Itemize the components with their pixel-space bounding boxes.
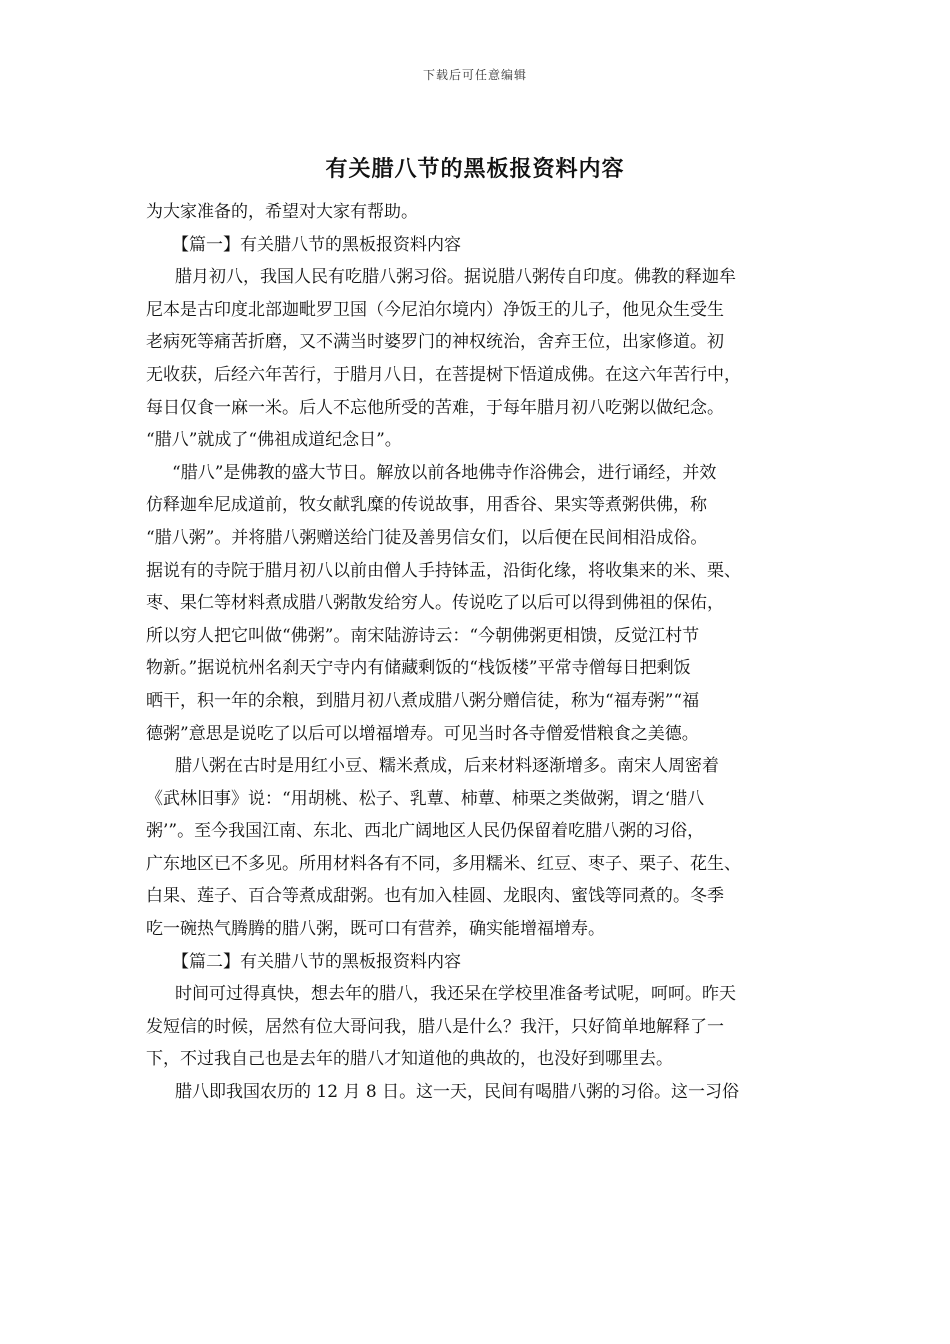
page-header: 下载后可任意编辑: [422, 68, 527, 82]
text-line: 《武林旧事》说：“用胡桃、松子、乳蕈、柿蕈、柿栗之类做粥，谓之‘腊八: [146, 788, 705, 809]
text-line: 所以穷人把它叫做“佛粥”。南宋陆游诗云：“今朝佛粥更相馈，反觉江村节: [146, 625, 700, 646]
text-line: 物新。”据说杭州名刹天宁寺内有储藏剩饭的“栈饭楼”平常寺僧每日把剩饭: [146, 658, 691, 679]
text-line: 粥’”。至今我国江南、东北、西北广阔地区人民仍保留着吃腊八粥的习俗，: [146, 821, 705, 842]
text-line: 发短信的时候，居然有位大哥问我，腊八是什么？我汗，只好简单地解释了一: [146, 1016, 724, 1037]
text-line: 吃一碗热气腾腾的腊八粥，既可口有营养，确实能增福增寿。: [146, 919, 605, 940]
text-line: 腊月初八，我国人民有吃腊八粥习俗。据说腊八粥传自印度。佛教的释迦牟: [175, 267, 736, 288]
text-line: “腊八”是佛教的盛大节日。解放以前各地佛寺作浴佛会，进行诵经，并效: [172, 462, 717, 483]
text-line: “腊八粥”。并将腊八粥赠送给门徒及善男信女们，以后便在民间相沿成俗。: [146, 527, 708, 548]
text-line: 仿释迦牟尼成道前，牧女献乳糜的传说故事，用香谷、果实等煮粥供佛，称: [146, 495, 707, 516]
text-line: “腊八”就成了“佛祖成道纪念日”。: [146, 430, 402, 451]
text-line: 每日仅食一麻一米。后人不忘他所受的苦难，于每年腊月初八吃粥以做纪念。: [146, 397, 724, 418]
text-line: 据说有的寺院于腊月初八以前由僧人手持钵盂，沿街化缘，将收集来的米、栗、: [146, 560, 741, 581]
section-heading: 【篇二】有关腊八节的黑板报资料内容: [172, 951, 461, 972]
text-line: 腊八粥在古时是用红小豆、糯米煮成，后来材料逐渐增多。南宋人周密着: [175, 756, 719, 777]
text-line: 下，不过我自己也是去年的腊八才知道他的典故的，也没好到哪里去。: [146, 1049, 673, 1070]
section-heading: 【篇一】有关腊八节的黑板报资料内容: [172, 234, 461, 255]
text-line: 时间可过得真快，想去年的腊八，我还呆在学校里准备考试呢，呵呵。昨天: [175, 984, 736, 1005]
document-title: 有关腊八节的黑板报资料内容: [325, 157, 625, 182]
text-line: 无收获，后经六年苦行，于腊月八日，在菩提树下悟道成佛。在这六年苦行中，: [146, 364, 741, 385]
text-line: 老病死等痛苦折磨，又不满当时婆罗门的神权统治，舍弃王位，出家修道。初: [146, 332, 724, 353]
text-line: 腊八即我国农历的 12 月 8 日。这一天，民间有喝腊八粥的习俗。这一习俗: [175, 1082, 740, 1103]
text-line: 为大家准备的，希望对大家有帮助。: [146, 202, 418, 222]
text-line: 德粥”意思是说吃了以后可以增福增寿。可见当时各寺僧爱惜粮食之美德。: [146, 723, 699, 744]
text-line: 尼本是古印度北部迦毗罗卫国（今尼泊尔境内）净饭王的儿子，他见众生受生: [146, 299, 724, 320]
document-body: [146, 196, 826, 1109]
text-line: 枣、果仁等材料煮成腊八粥散发给穷人。传说吃了以后可以得到佛祖的保佑，: [146, 593, 724, 614]
text-line: 白果、莲子、百合等煮成甜粥。也有加入桂圆、龙眼肉、蜜饯等同煮的。冬季: [146, 886, 724, 907]
text-line: 广东地区已不多见。所用材料各有不同，多用糯米、红豆、枣子、栗子、花生、: [146, 853, 741, 874]
text-line: 晒干，积一年的余粮，到腊月初八煮成腊八粥分赠信徒，称为“福寿粥”“福: [146, 690, 700, 711]
